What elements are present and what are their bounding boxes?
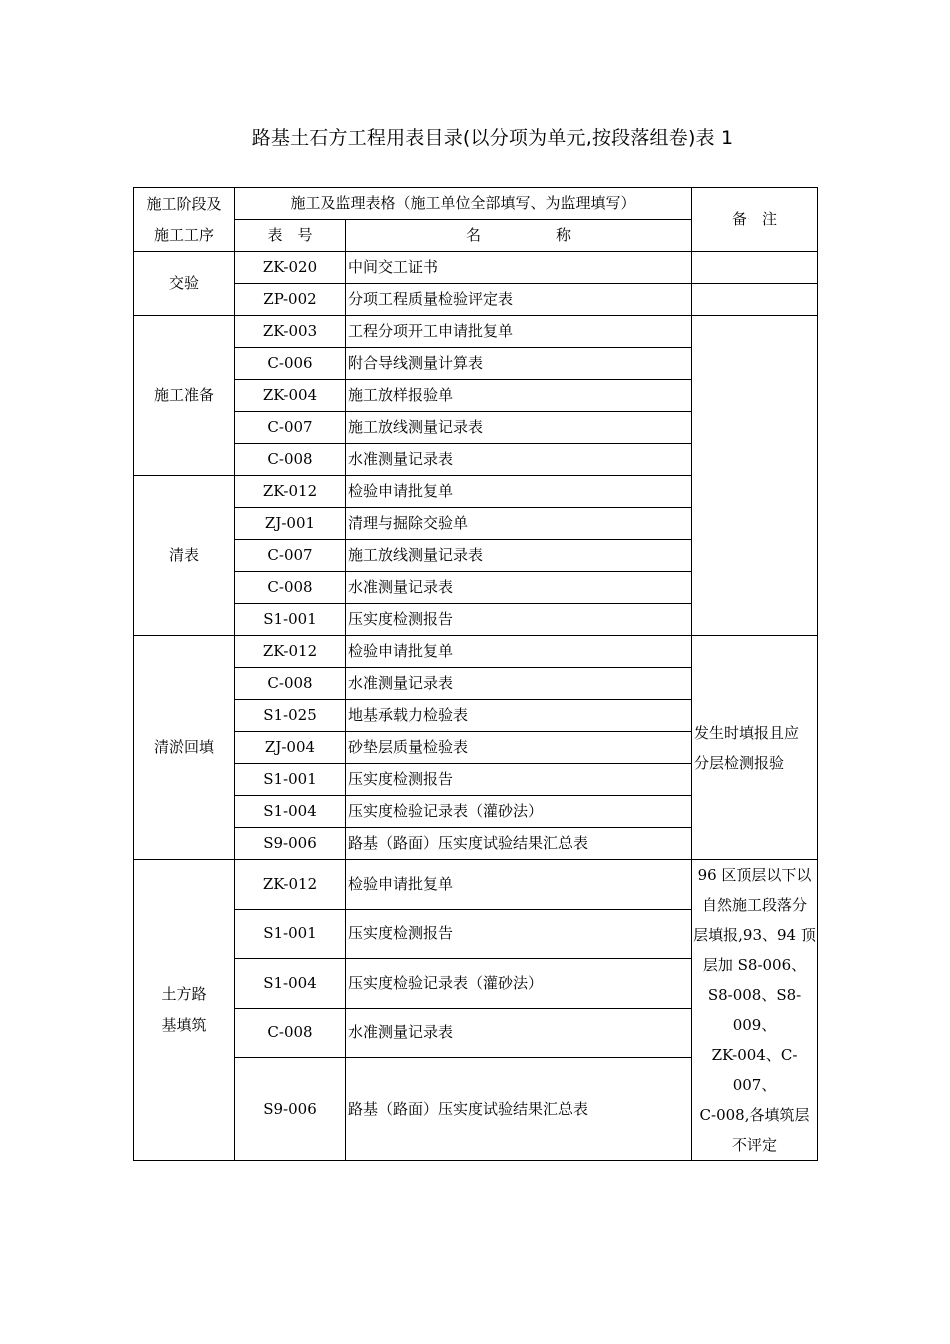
form-no-cell: S1-001 [235, 764, 346, 796]
remarks-header: 备 注 [692, 188, 818, 252]
stage-cell: 交验 [134, 252, 235, 316]
form-name-cell: 检验申请批复单 [346, 860, 692, 910]
form-name-cell: 水准测量记录表 [346, 1008, 692, 1058]
form-no-cell: S9-006 [235, 1058, 346, 1161]
form-no-cell: ZK-012 [235, 860, 346, 910]
table-row [134, 284, 818, 316]
remark-line: ZK-004、C-007、 [711, 1046, 798, 1094]
form-name-cell: 压实度检测报告 [346, 909, 692, 959]
form-name-cell: 压实度检测报告 [346, 604, 692, 636]
stage-cell: 清淤回填 [134, 636, 235, 860]
form-no-cell: S1-004 [235, 959, 346, 1009]
stage-header-line2: 施工工序 [153, 225, 214, 244]
header-row [134, 188, 818, 220]
form-no-cell: ZJ-001 [235, 508, 346, 540]
form-name-cell: 中间交工证书 [346, 252, 692, 284]
form-no-cell: C-008 [235, 668, 346, 700]
remark-cell [692, 860, 818, 1161]
forms-header: 施工及监理表格（施工单位全部填写、为监理填写） [235, 188, 692, 220]
form-name-cell: 路基（路面）压实度试验结果汇总表 [346, 828, 692, 860]
form-name-cell: 地基承载力检验表 [346, 700, 692, 732]
table-row [134, 636, 818, 668]
table-row [134, 316, 818, 348]
form-no-cell: ZK-003 [235, 316, 346, 348]
form-name-cell: 压实度检验记录表（灌砂法） [346, 959, 692, 1009]
form-name-header: 名 称 [346, 220, 692, 252]
stage-header [134, 188, 235, 252]
form-name-cell: 压实度检测报告 [346, 764, 692, 796]
form-name-cell: 砂垫层质量检验表 [346, 732, 692, 764]
remark-line: 自然施工段落分 [702, 896, 808, 914]
form-no-cell: ZJ-004 [235, 732, 346, 764]
remark-line: 分层检测报验 [694, 753, 785, 772]
forms-table [133, 187, 818, 1161]
form-no-header: 表 号 [235, 220, 346, 252]
remark-line: 96 区顶层以下以 [697, 866, 812, 884]
form-name-cell: 水准测量记录表 [346, 668, 692, 700]
form-no-cell: C-008 [235, 444, 346, 476]
form-name-cell: 分项工程质量检验评定表 [346, 284, 692, 316]
form-no-cell: C-007 [235, 540, 346, 572]
table-row [134, 860, 818, 910]
form-name-cell: 检验申请批复单 [346, 636, 692, 668]
form-no-cell: ZK-012 [235, 476, 346, 508]
form-no-cell: S9-006 [235, 828, 346, 860]
stage-cell [134, 860, 235, 1161]
form-name-cell: 检验申请批复单 [346, 476, 692, 508]
form-name-cell: 施工放线测量记录表 [346, 412, 692, 444]
remark-line: 层加 S8-006、 [702, 956, 807, 974]
remark-cell [692, 316, 818, 636]
remark-line: S8-008、S8-009、 [707, 986, 802, 1034]
remark-cell [692, 252, 818, 284]
form-no-cell: S1-001 [235, 909, 346, 959]
remark-line: C-008,各填筑层 [699, 1106, 810, 1124]
form-no-cell: ZK-004 [235, 380, 346, 412]
stage-header-line1: 施工阶段及 [146, 194, 222, 213]
stage-cell: 清表 [134, 476, 235, 636]
stage-line: 基填筑 [161, 1016, 207, 1034]
remark-cell [692, 284, 818, 316]
form-no-cell: C-007 [235, 412, 346, 444]
table-row [134, 252, 818, 284]
form-name-cell: 清理与掘除交验单 [346, 508, 692, 540]
form-name-cell: 水准测量记录表 [346, 572, 692, 604]
form-name-cell: 施工放样报验单 [346, 380, 692, 412]
remark-line: 层填报,93、94 顶 [693, 926, 816, 944]
stage-line: 土方路 [161, 985, 207, 1003]
form-no-cell: S1-004 [235, 796, 346, 828]
form-no-cell: C-008 [235, 1008, 346, 1058]
form-no-cell: ZP-002 [235, 284, 346, 316]
form-no-cell: S1-025 [235, 700, 346, 732]
form-name-cell: 附合导线测量计算表 [346, 348, 692, 380]
form-no-cell: S1-001 [235, 604, 346, 636]
remark-line: 发生时填报且应 [694, 723, 800, 742]
form-no-cell: C-008 [235, 572, 346, 604]
page-title: 路基土石方工程用表目录(以分项为单元,按段落组卷)表 1 [251, 127, 734, 149]
form-name-cell: 压实度检验记录表（灌砂法） [346, 796, 692, 828]
form-name-cell: 路基（路面）压实度试验结果汇总表 [346, 1058, 692, 1161]
remark-cell [692, 636, 818, 860]
form-no-cell: C-006 [235, 348, 346, 380]
form-name-cell: 工程分项开工申请批复单 [346, 316, 692, 348]
form-name-cell: 施工放线测量记录表 [346, 540, 692, 572]
remark-line: 不评定 [732, 1136, 778, 1154]
form-name-cell: 水准测量记录表 [346, 444, 692, 476]
stage-cell: 施工准备 [134, 316, 235, 476]
form-no-cell: ZK-020 [235, 252, 346, 284]
form-no-cell: ZK-012 [235, 636, 346, 668]
